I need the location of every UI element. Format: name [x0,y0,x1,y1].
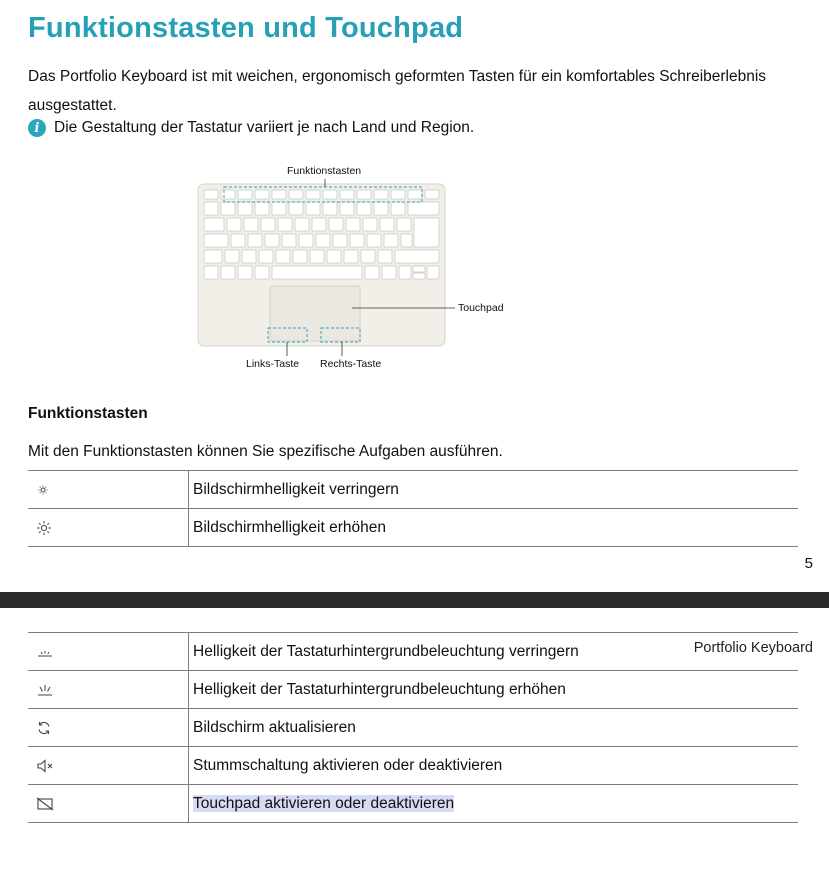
brightness-up-icon [36,520,188,536]
function-key-table-page5 [28,470,798,547]
row-description [189,785,799,823]
function-key-table-page6 [28,632,798,823]
keyboard-illustration-icon [190,162,530,377]
section-description: Mit den Funktionstasten können Sie spezifische Aufgaben ausführen. [28,443,503,460]
callout-left-button: Links-Taste [246,358,300,370]
page-number: 5 [804,555,813,572]
refresh-icon [36,720,188,736]
table-row [28,471,798,509]
row-description: Bildschirmhelligkeit verringern [189,471,799,509]
info-note [28,119,474,137]
table-row [28,747,798,785]
row-description: Helligkeit der Tastaturhintergrundbeleuchtung verringern [189,633,799,671]
running-header: Portfolio Keyboard [693,640,813,656]
touchpad-toggle-icon [36,797,188,811]
section-heading: Funktionstasten [28,405,148,422]
highlighted-text: Touchpad aktivieren oder deaktivieren [193,794,455,812]
table-row [28,633,798,671]
brightness-down-icon [36,483,188,497]
mute-icon [36,759,188,773]
row-description: Stummschaltung aktivieren oder deaktivieren [189,747,799,785]
info-icon: i [28,119,46,137]
row-description: Bildschirm aktualisieren [189,709,799,747]
row-description: Helligkeit der Tastaturhintergrundbeleuchtung erhöhen [189,671,799,709]
keyboard-figure [190,162,530,377]
table-row [28,709,798,747]
info-note-text: Die Gestaltung der Tastatur variiert je nach Land und Region. [54,119,475,136]
page-6 [0,608,829,871]
page-title: Funktionstasten und Touchpad [28,12,464,44]
page-separator [0,592,829,608]
table-row [28,509,798,547]
row-description: Bildschirmhelligkeit erhöhen [189,509,799,547]
backlight-down-icon [36,646,188,658]
backlight-up-icon [36,683,188,697]
callout-touchpad: Touchpad [458,302,504,314]
table-row [28,785,798,823]
table-row [28,671,798,709]
callout-function-keys: Funktionstasten [287,165,362,177]
callout-right-button: Rechts-Taste [320,358,382,370]
intro-paragraph: Das Portfolio Keyboard ist mit weichen, ergonomisch geformten Tasten für ein komfortables Schreiberlebnis ausgestattet. [28,68,767,114]
